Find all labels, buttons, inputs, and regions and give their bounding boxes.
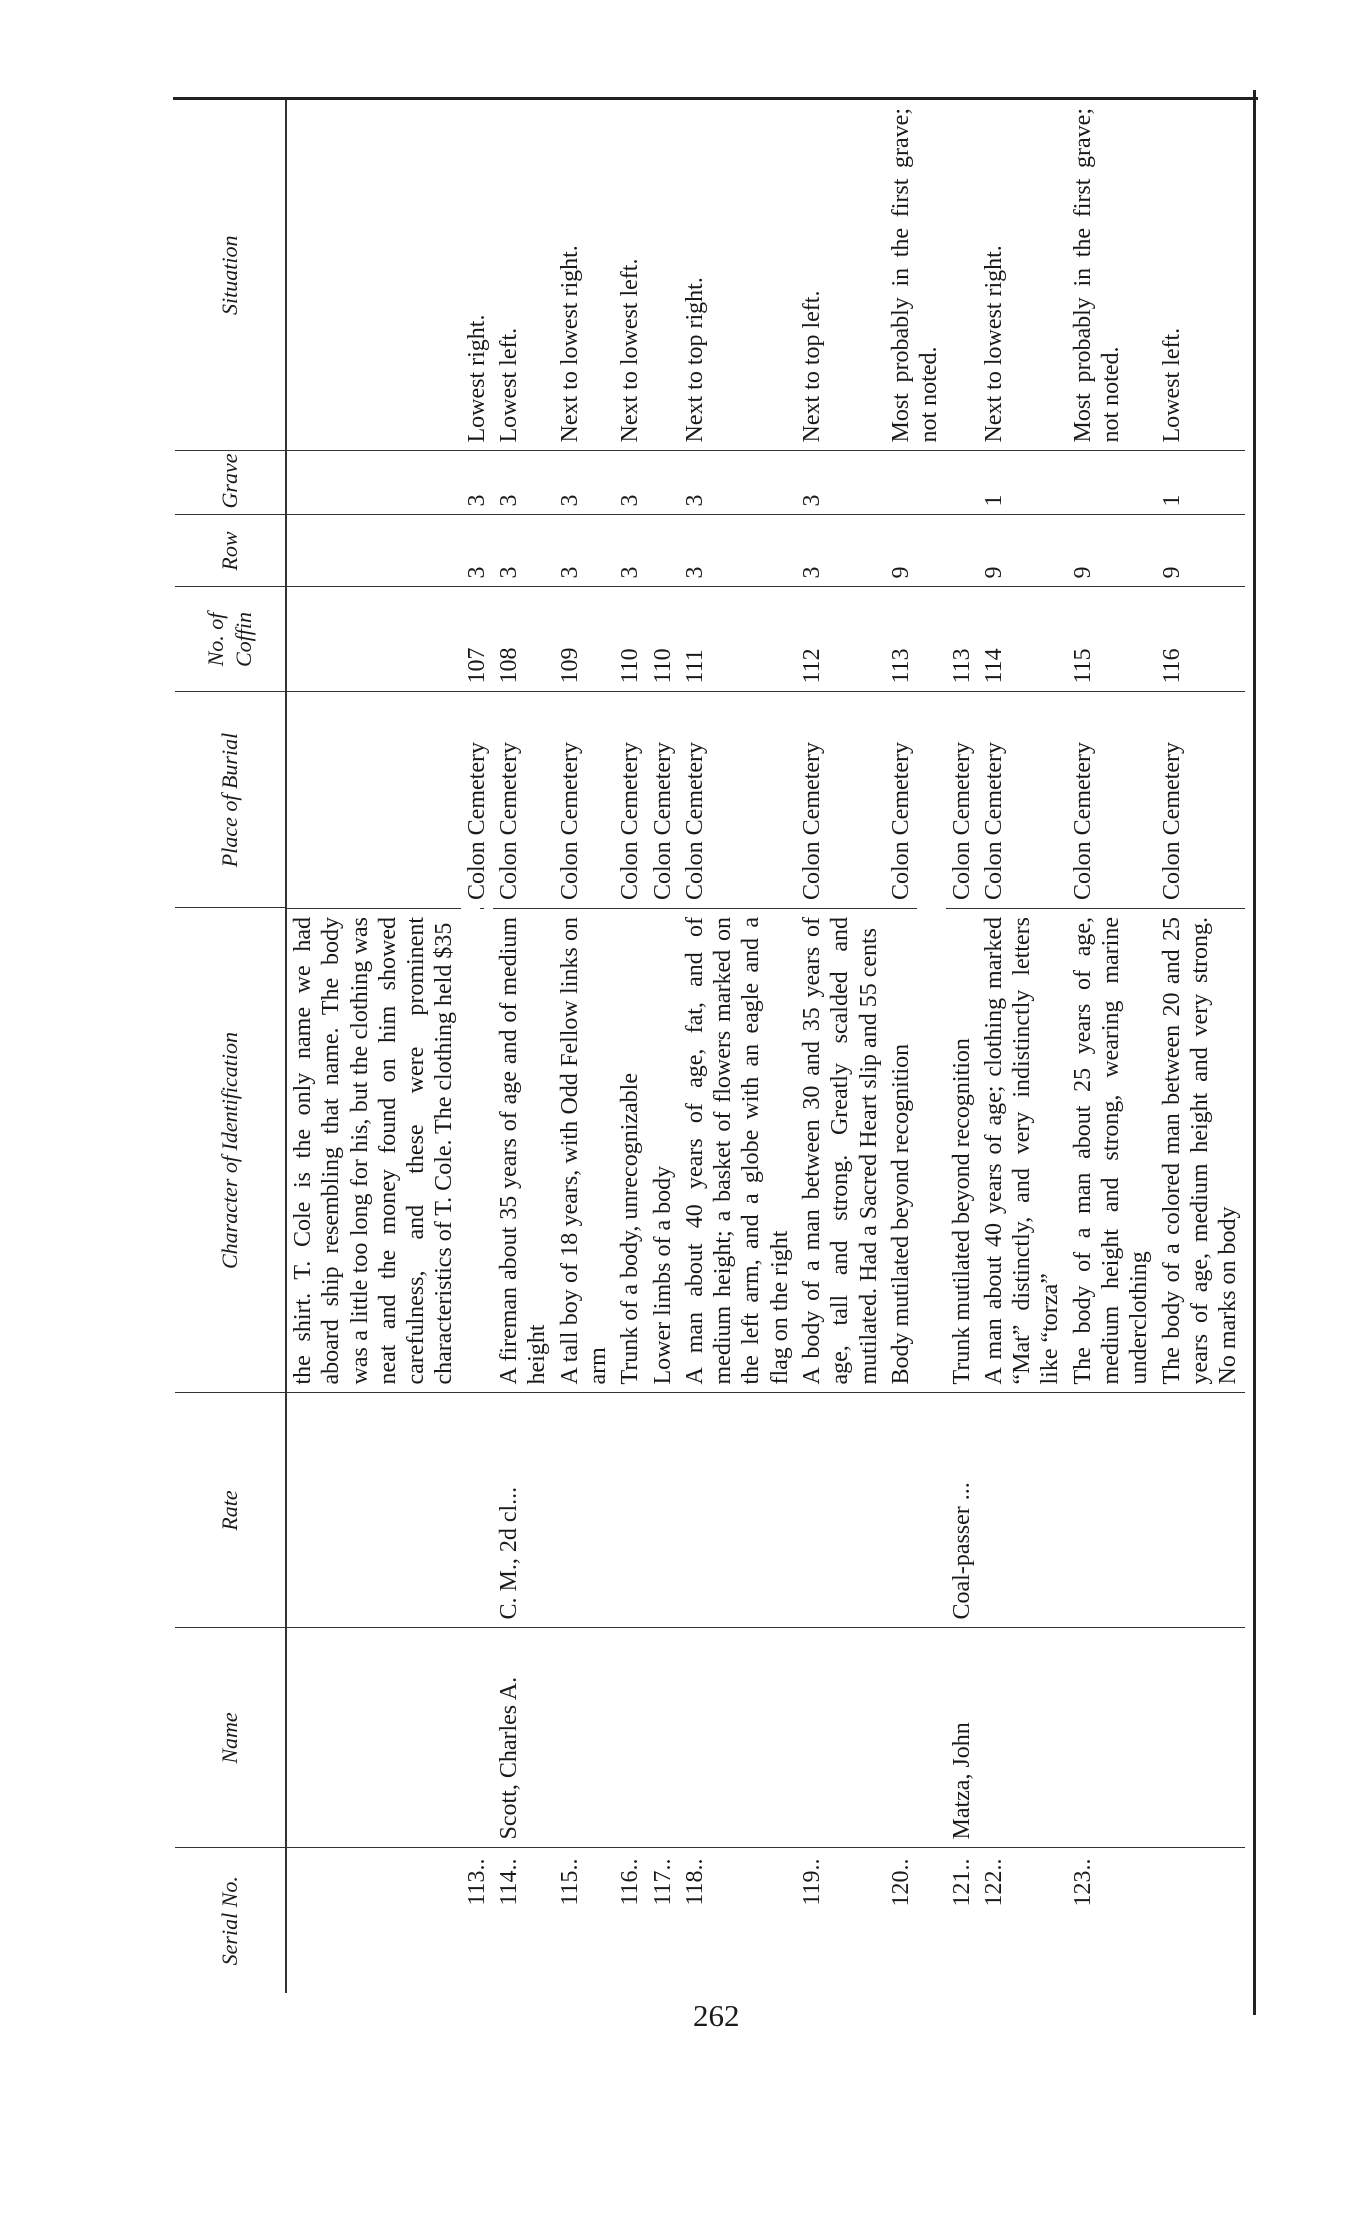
cell-character: Trunk of a body, unrecognizable (614, 908, 646, 1393)
cell-character: A man about 40 years of age; clothing marked “Mat” distinctly, and very indistinctly letters like “torza” (978, 908, 1067, 1393)
cell-rate: Coal-passer ... (946, 1393, 978, 1628)
cell-name (978, 1628, 1067, 1848)
cell-serial: 118.. (679, 1848, 796, 1993)
cell-rate (796, 1393, 885, 1628)
cell-grave: 3 (493, 451, 554, 515)
cell-name: Scott, Charles A. (493, 1628, 554, 1848)
cell-situation: Most probably in the first grave; not noted. (1069, 108, 1125, 443)
cell-place: Colon Cemetery (1156, 692, 1245, 908)
cell-grave (885, 451, 946, 515)
burial-table (175, 100, 1245, 1993)
cell-row: 3 (554, 515, 615, 587)
cell-row: 3 (461, 515, 493, 587)
header-name: Name (175, 1628, 286, 1848)
table-row (493, 100, 554, 1993)
cell-situation (965, 100, 969, 451)
cell-situation (306, 100, 310, 451)
cell-rate (679, 1393, 796, 1628)
cell-serial: 115.. (554, 1848, 615, 1993)
cell-grave (1067, 451, 1156, 515)
cell-situation: Next to lowest right. (980, 245, 1007, 443)
header-grave: Grave (175, 451, 286, 515)
cell-grave: 3 (614, 451, 646, 515)
cell-situation: Next to lowest left. (617, 258, 644, 443)
cell-serial: 120.. (885, 1848, 946, 1993)
cell-coffin: 111 (679, 587, 796, 692)
cell-grave: 3 (796, 451, 885, 515)
table-body (286, 100, 1245, 1993)
cell-coffin: 110 (614, 587, 646, 692)
cell-coffin: 112 (796, 587, 885, 692)
cell-place: Colon Cemetery (679, 692, 796, 908)
cell-place: Colon Cemetery (796, 692, 885, 908)
table-row (796, 100, 885, 1993)
cell-situation: Next to top left. (799, 290, 826, 443)
cell-coffin: 113 (885, 587, 946, 692)
cell-name (796, 1628, 885, 1848)
cell-row: 9 (1067, 515, 1156, 587)
cell-row (647, 515, 679, 587)
cell-rate (978, 1393, 1067, 1628)
cell-situation: Lowest right. (463, 314, 490, 443)
cell-character: A body of a man between 30 and 35 years of age, tall and strong. Greatly scalded and mutilated. Had a Sacred Heart slip and 55 cents (796, 908, 885, 1393)
header-row (175, 100, 286, 1993)
cell-character: The body of a man about 25 years of age, medium height and strong, wearing marine underclothing (1067, 908, 1156, 1393)
cell-character: the shirt. T. Cole is the only name we had aboard ship resembling that name. The body was a little too long for his, but the clothing was neat and the money found on him showed carefulness, and these were prominent characteristics of T. Cole. The clothing held $35 (287, 908, 461, 1393)
cell-name (885, 1628, 946, 1848)
cell-name (1156, 1628, 1245, 1848)
cell-rate (1156, 1393, 1245, 1628)
table-row (286, 100, 461, 1993)
cell-grave (286, 451, 461, 515)
cell-grave (647, 451, 679, 515)
cell-coffin: 110 (647, 587, 679, 692)
cell-serial: 123.. (1067, 1848, 1156, 1993)
cell-character: Lower limbs of a body (647, 908, 679, 1393)
cell-rate (554, 1393, 615, 1628)
cell-grave: 1 (978, 451, 1067, 515)
cell-serial: 119.. (796, 1848, 885, 1993)
cell-place: Colon Cemetery (493, 692, 554, 908)
cell-character (480, 908, 484, 1393)
cell-row: 9 (1156, 515, 1245, 587)
cell-name (679, 1628, 796, 1848)
cell-place: Colon Cemetery (614, 692, 646, 908)
cell-place (286, 692, 461, 908)
cell-place: Colon Cemetery (647, 692, 679, 908)
cell-row: 3 (679, 515, 796, 587)
cell-row: 3 (493, 515, 554, 587)
cell-character: A fireman about 35 years of age and of medium height (493, 908, 554, 1393)
header-coffin: No. of Coffin (175, 587, 286, 692)
cell-situation: Lowest left. (496, 327, 523, 443)
header-character: Character of Identification (175, 908, 286, 1393)
cell-row (286, 515, 461, 587)
cell-serial: 116.. (614, 1848, 646, 1993)
cell-row: 9 (978, 515, 1067, 587)
table-row (885, 100, 946, 1993)
cell-place: Colon Cemetery (461, 692, 493, 908)
cell-place: Colon Cemetery (946, 692, 978, 908)
cell-character: Trunk mutilated beyond recognition (946, 908, 978, 1393)
table-row (554, 100, 615, 1993)
table-row (679, 100, 796, 1993)
cell-coffin: 107 (461, 587, 493, 692)
cell-row: 3 (614, 515, 646, 587)
cell-place: Colon Cemetery (885, 692, 946, 908)
header-row: Row (175, 515, 286, 587)
cell-serial (1156, 1848, 1245, 1993)
table-row (461, 100, 493, 1993)
table-row (1067, 100, 1156, 1993)
cell-name: Matza, John (946, 1628, 978, 1848)
cell-grave: 3 (679, 451, 796, 515)
burial-table-rotated (175, 100, 1305, 1993)
table-row (946, 100, 978, 1993)
table-row (1156, 100, 1245, 1993)
cell-character: A man about 40 years of age, fat, and of medium height; a basket of flowers marked on the left arm, and a globe with an eagle and a flag on the right (679, 908, 796, 1393)
cell-coffin: 108 (493, 587, 554, 692)
cell-situation (666, 100, 670, 451)
cell-situation: Most probably in the first grave; not noted. (887, 108, 943, 443)
cell-serial: 121.. (946, 1848, 978, 1993)
cell-serial: 114.. (493, 1848, 554, 1993)
cell-coffin: 116 (1156, 587, 1245, 692)
cell-coffin: 115 (1067, 587, 1156, 692)
cell-situation: Next to lowest right. (556, 245, 583, 443)
cell-name (554, 1628, 615, 1848)
cell-rate (885, 1393, 946, 1628)
cell-place: Colon Cemetery (554, 692, 615, 908)
cell-coffin: 114 (978, 587, 1067, 692)
header-rate: Rate (175, 1393, 286, 1628)
cell-character: The body of a colored man between 20 and 25 years of age, medium height and very strong. No marks on body (1156, 908, 1245, 1393)
cell-place: Colon Cemetery (1067, 692, 1156, 908)
cell-rate (647, 1393, 679, 1628)
cell-grave: 3 (461, 451, 493, 515)
cell-rate: C. M., 2d cl... (493, 1393, 554, 1628)
cell-character: A tall boy of 18 years, with Odd Fellow links on arm (554, 908, 615, 1393)
cell-rate (461, 1393, 493, 1628)
cell-row (946, 515, 978, 587)
cell-coffin (286, 587, 461, 692)
cell-rate (614, 1393, 646, 1628)
header-serial: Serial No. (175, 1848, 286, 1993)
cell-name (286, 1628, 461, 1848)
table-row (614, 100, 646, 1993)
cell-serial: 122.. (978, 1848, 1067, 1993)
cell-row: 3 (796, 515, 885, 587)
cell-name (1067, 1628, 1156, 1848)
cell-situation: Lowest left. (1158, 327, 1185, 443)
cell-place: Colon Cemetery (978, 692, 1067, 908)
cell-serial: 117.. (647, 1848, 679, 1993)
cell-name (647, 1628, 679, 1848)
cell-grave: 1 (1156, 451, 1245, 515)
cell-rate (1067, 1393, 1156, 1628)
cell-name (614, 1628, 646, 1848)
header-place: Place of Burial (175, 692, 286, 908)
header-situation: Situation (175, 100, 286, 451)
cell-row: 9 (885, 515, 946, 587)
cell-grave: 3 (554, 451, 615, 515)
cell-coffin: 113 (946, 587, 978, 692)
cell-name (461, 1628, 493, 1848)
cell-serial: 113.. (461, 1848, 493, 1993)
table-row (647, 100, 679, 1993)
cell-rate (286, 1393, 461, 1628)
cell-situation: Next to top right. (681, 277, 708, 443)
cell-coffin: 109 (554, 587, 615, 692)
table-row (978, 100, 1067, 1993)
cell-serial (286, 1848, 461, 1993)
page-number: 262 (693, 1998, 740, 2033)
cell-grave (946, 451, 978, 515)
cell-character: Body mutilated beyond recognition (885, 908, 917, 1393)
